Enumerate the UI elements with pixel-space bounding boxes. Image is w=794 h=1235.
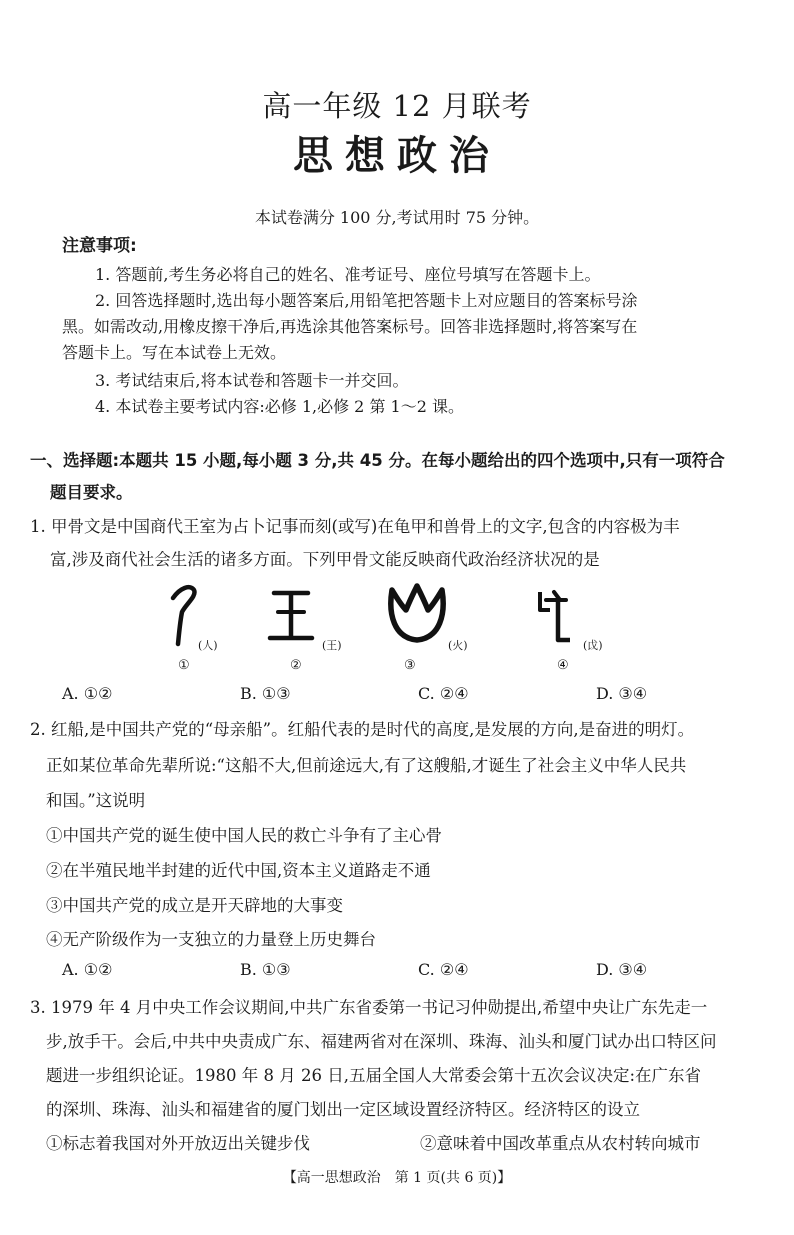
q1-option-b: B. ①③ <box>240 684 291 703</box>
exam-title: 高一年级 12 月联考 <box>262 89 532 123</box>
q2-statement: ①中国共产党的诞生使中国人民的救亡斗争有了主心骨 <box>46 826 442 845</box>
q3-stem: 步,放手干。会后,中共中央责成广东、福建两省对在深圳、珠海、汕头和厦门试办出口特区问 <box>46 1032 717 1051</box>
section-heading-cont: 题目要求。 <box>50 483 133 502</box>
q3-statement: ①标志着我国对外开放迈出关键步伐 <box>46 1134 310 1153</box>
q2-statement: ④无产阶级作为一支独立的力量登上历史舞台 <box>46 930 376 949</box>
notice-line: 4. 本试卷主要考试内容:必修 1,必修 2 第 1～2 课。 <box>95 397 464 416</box>
notice-line: 黑。如需改动,用橡皮擦干净后,再选涂其他答案标号。回答非选择题时,将答案写在 <box>62 317 638 336</box>
glyph-label: (人) <box>198 639 218 652</box>
q2-option-a: A. ①② <box>62 960 113 979</box>
section-heading: 一、选择题:本题共 15 小题,每小题 3 分,共 45 分。在每小题给出的四个选项中,只有一项符合 <box>30 451 725 470</box>
q2-option-b: B. ①③ <box>240 960 291 979</box>
q1-stem: 富,涉及商代社会生活的诸多方面。下列甲骨文能反映商代政治经济状况的是 <box>50 550 600 569</box>
q3-stem: 3. 1979 年 4 月中央工作会议期间,中共广东省委第一书记习仲勋提出,希望中央让广东先走一 <box>30 998 708 1017</box>
notice-line: 答题卡上。写在本试卷上无效。 <box>62 343 287 362</box>
q3-statement: ②意味着中国改革重点从农村转向城市 <box>420 1134 701 1153</box>
notice-heading: 注意事项: <box>62 236 137 256</box>
oracle-wang-glyph <box>268 588 314 644</box>
oracle-yue-glyph <box>536 588 572 644</box>
q1-option-d: D. ③④ <box>596 684 648 703</box>
q2-stem: 和国。”这说明 <box>46 791 146 810</box>
oracle-ren-glyph <box>170 584 200 646</box>
glyph-number: ④ <box>557 658 569 673</box>
glyph-label: (戉) <box>583 639 603 652</box>
glyph-number: ① <box>178 658 190 673</box>
notice-line: 3. 考试结束后,将本试卷和答题卡一并交回。 <box>95 371 409 390</box>
q2-stem: 2. 红船,是中国共产党的“母亲船”。红船代表的是时代的高度,是发展的方向,是奋进的明灯。 <box>30 720 695 739</box>
oracle-huo-glyph <box>386 584 448 644</box>
subject-title: 思想政治 <box>293 132 501 179</box>
q2-option-d: D. ③④ <box>596 960 648 979</box>
page-footer: 【高一思想政治 第 1 页(共 6 页)】 <box>282 1170 512 1186</box>
q1-option-c: C. ②④ <box>418 684 469 703</box>
q3-stem: 题进一步组织论证。1980 年 8 月 26 日,五届全国人大常委会第十五次会议决定:在广东省 <box>46 1066 702 1085</box>
q2-option-c: C. ②④ <box>418 960 469 979</box>
q1-stem: 1. 甲骨文是中国商代王室为占卜记事而刻(或写)在龟甲和兽骨上的文字,包含的内容极为丰 <box>30 517 680 536</box>
q2-statement: ③中国共产党的成立是开天辟地的大事变 <box>46 896 343 915</box>
q2-stem: 正如某位革命先辈所说:“这船不大,但前途远大,有了这艘船,才诞生了社会主义中华人民共 <box>46 756 687 775</box>
q1-option-a: A. ①② <box>62 684 113 703</box>
q2-statement: ②在半殖民地半封建的近代中国,资本主义道路走不通 <box>46 861 431 880</box>
q3-stem: 的深圳、珠海、汕头和福建省的厦门划出一定区域设置经济特区。经济特区的设立 <box>46 1100 640 1119</box>
notice-line: 1. 答题前,考生务必将自己的姓名、准考证号、座位号填写在答题卡上。 <box>95 265 601 284</box>
glyph-number: ③ <box>404 658 416 673</box>
glyph-label: (火) <box>448 639 468 652</box>
glyph-label: (王) <box>322 639 342 652</box>
exam-info: 本试卷满分 100 分,考试用时 75 分钟。 <box>254 208 540 227</box>
glyph-number: ② <box>290 658 302 673</box>
notice-line: 2. 回答选择题时,选出每小题答案后,用铅笔把答题卡上对应题目的答案标号涂 <box>95 291 638 310</box>
